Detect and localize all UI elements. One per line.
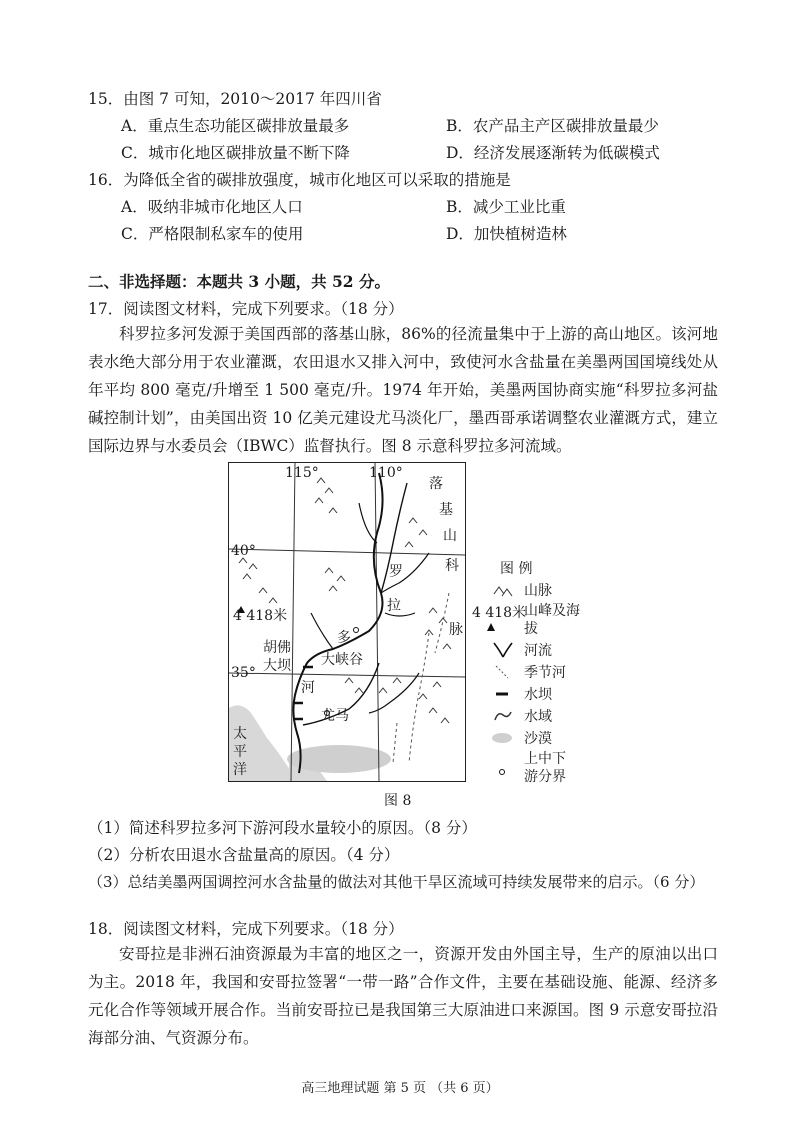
q17-sub1: （1）简述科罗拉多河下游河段水量较小的原因。（8 分） bbox=[88, 819, 477, 837]
tributary-salt bbox=[369, 673, 419, 713]
tributary-virgin bbox=[311, 613, 333, 649]
water-icon bbox=[492, 708, 514, 724]
rocky-char-1: 落 bbox=[429, 476, 443, 492]
yuma-label: 尤马 bbox=[321, 708, 349, 724]
colorado-river bbox=[293, 473, 382, 773]
meridian-115 bbox=[291, 463, 295, 781]
q16-option-a: A．吸纳非城市化地区人口 bbox=[121, 198, 303, 216]
colorado-basin-map bbox=[228, 462, 466, 782]
dam-icon bbox=[492, 686, 514, 702]
q18-passage: 安哥拉是非洲石油资源最为丰富的地区之一，资源开发由外国主导，生产的原油以出口为主。2018 年，我国和安哥拉签署“一带一路”合作文件，主要在基础设施、能源、经济多元化合作等领域开展合作。当前安哥拉已是我国第三大原油进口来源国。图 9 示意安哥拉沿海部分油、气资源分布。 bbox=[88, 945, 718, 1047]
mountain-icon bbox=[492, 582, 514, 598]
legend-title: 图 例 bbox=[500, 561, 533, 577]
colorado-char-3: 拉 bbox=[387, 598, 401, 614]
parallel-40 bbox=[229, 549, 465, 555]
q18-stem: 18．阅读图文材料，完成下列要求。（18 分） bbox=[88, 920, 404, 938]
seasonal-river-3 bbox=[393, 723, 397, 763]
mountain-symbols bbox=[239, 478, 451, 723]
q15-option-b: B．农产品主产区碳排放量最少 bbox=[446, 117, 659, 135]
q16-option-b: B．减少工业比重 bbox=[446, 198, 566, 216]
page-footer: 高三地理试题 第 5 页 （共 6 页） bbox=[301, 1081, 499, 1096]
peak-icon bbox=[486, 622, 496, 632]
tributary-a bbox=[359, 503, 377, 543]
q17-stem: 17．阅读图文材料，完成下列要求。（18 分） bbox=[88, 300, 404, 318]
q15-stem: 15．由图 7 可知，2010～2017 年四川省 bbox=[88, 90, 382, 108]
desert-area bbox=[287, 745, 391, 773]
grand-canyon-label: 大峡谷 bbox=[321, 652, 363, 668]
q15-option-c: C．城市化地区碳排放量不断下降 bbox=[121, 144, 350, 162]
seasonal-river-icon bbox=[492, 664, 514, 680]
river-icon bbox=[492, 641, 514, 659]
lon-110-label: 110° bbox=[369, 465, 403, 481]
division-point-1 bbox=[354, 628, 359, 633]
mountain-char: 科 bbox=[445, 558, 459, 574]
peak-label: 4 418米 bbox=[233, 608, 288, 624]
pacific-label: 太平洋 bbox=[233, 726, 247, 778]
division-point-icon bbox=[492, 768, 514, 784]
lat-40-label: 40° bbox=[231, 543, 256, 559]
lat-35-label: 35° bbox=[231, 665, 256, 681]
q17-sub3: （3）总结美墨两国调控河水含盐量的做法对其他干旱区流域可持续发展带来的启示。（6 分） bbox=[88, 873, 705, 891]
q16-option-d: D．加快植树造林 bbox=[446, 225, 567, 243]
q15-option-a: A．重点生态功能区碳排放量最多 bbox=[121, 117, 350, 135]
rocky-char-3: 山 bbox=[443, 528, 457, 544]
q15-option-d: D．经济发展逐渐转为低碳模式 bbox=[446, 144, 660, 162]
hoover-dam-label: 胡佛大坝 bbox=[263, 640, 291, 674]
colorado-char-2: 罗 bbox=[389, 564, 403, 580]
colorado-char-4: 多 bbox=[337, 630, 351, 646]
section-heading: 二、非选择题：本题共 3 小题，共 52 分。 bbox=[88, 272, 390, 291]
lon-115-label: 115° bbox=[285, 465, 319, 481]
q16-stem: 16．为降低全省的碳排放强度，城市化地区可以采取的措施是 bbox=[88, 171, 511, 189]
q16-option-c: C．严格限制私家车的使用 bbox=[121, 225, 304, 243]
desert-icon bbox=[490, 730, 514, 746]
q17-sub2: （2）分析农田退水含盐量高的原因。（4 分） bbox=[88, 846, 400, 864]
q17-passage: 科罗拉多河发源于美国西部的落基山脉，86%的径流量集中于上游的高山地区。该河地表水绝大部分用于农业灌溉，农田退水又排入河中，致使河水含盐量在美墨两国国境线处从年平均 800 毫克/升增至 1 500 毫克/升。1974 年开始，美墨两国协商实施“科罗拉多河盐碱控制计划”，由美国出资 10 亿美元建设尤马淡化厂，墨西哥承诺调整农业灌溉方式，建立国际边界与水委员会（IBWC）监督执行。图 8 示意科罗拉多河流域。 bbox=[88, 325, 718, 455]
mai-char: 脉 bbox=[449, 622, 463, 638]
colorado-char-5: 河 bbox=[301, 680, 315, 696]
rocky-char-2: 基 bbox=[439, 502, 453, 518]
figure-8-caption: 图 8 bbox=[384, 793, 412, 809]
